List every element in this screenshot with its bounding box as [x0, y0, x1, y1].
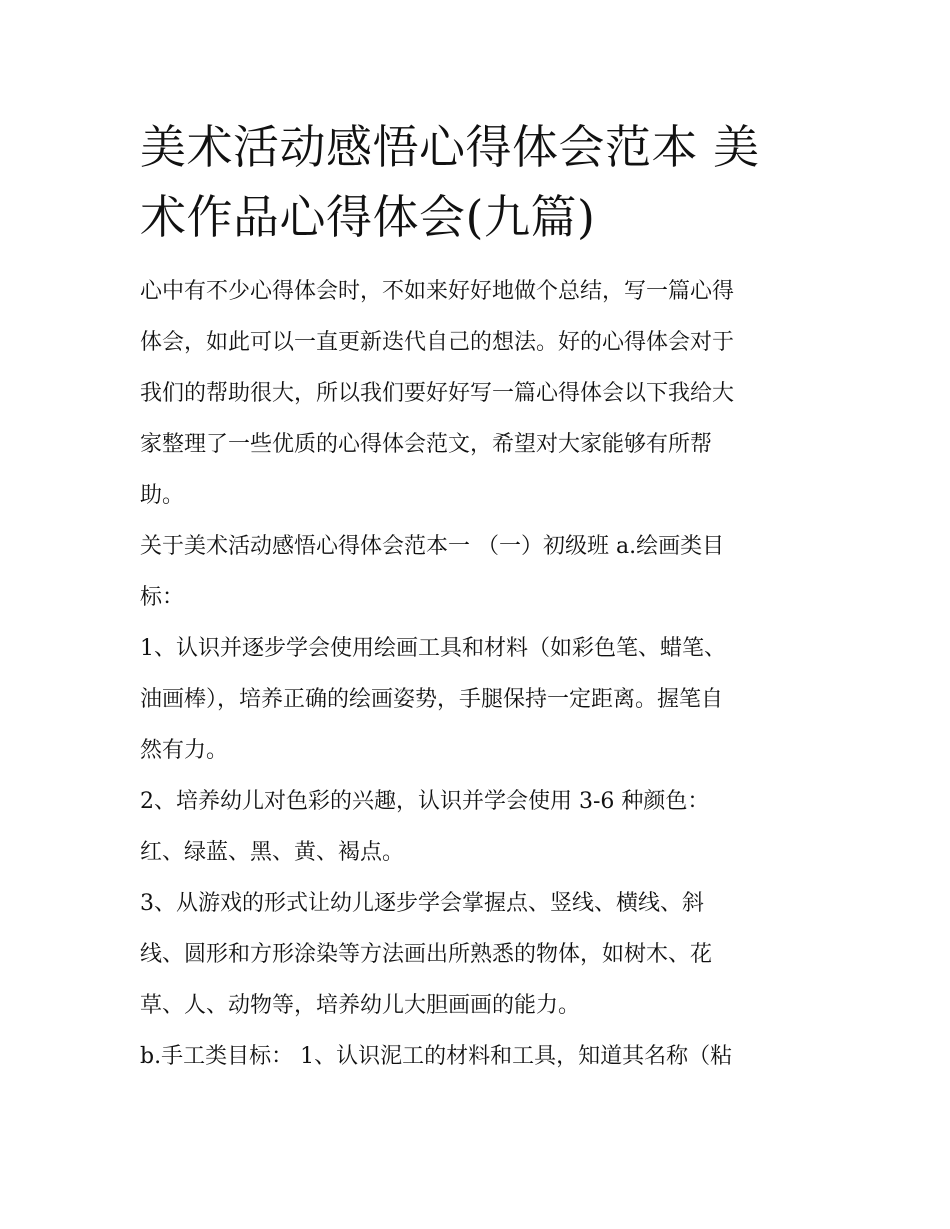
text-line: 2、培养幼儿对色彩的兴趣，认识并学会使用 3-6 种颜色：: [140, 789, 710, 814]
document-title: [140, 112, 820, 252]
goal-item-3: [140, 878, 820, 1031]
text-line: 体会，如此可以一直更新迭代自己的想法。好的心得体会对于: [140, 330, 735, 355]
text-line: 红、绿蓝、黑、黄、褐点。: [140, 840, 405, 865]
handcraft-goals-paragraph: [140, 1031, 820, 1082]
text-line: 线、圆形和方形涂染等方法画出所熟悉的物体，如树木、花: [140, 942, 713, 967]
text-line: 关于美术活动感悟心得体会范本一 （一）初级班 a.绘画类目: [140, 534, 725, 559]
section-heading-paragraph: [140, 521, 820, 623]
text-line: 助。: [140, 483, 185, 508]
text-line: 草、人、动物等，培养幼儿大胆画画的能力。: [140, 993, 581, 1018]
title-line: 美术活动感悟心得体会范本 美: [140, 120, 760, 174]
goal-item-1: [140, 623, 820, 776]
goal-item-2: [140, 776, 820, 878]
title-line: 术作品心得体会(九篇): [140, 190, 596, 244]
text-line: 标：: [140, 585, 185, 610]
text-line: 家整理了一些优质的心得体会范文，希望对大家能够有所帮: [140, 432, 713, 457]
document-body: [140, 112, 820, 1082]
text-line: 心中有不少心得体会时，不如来好好地做个总结，写一篇心得: [140, 279, 735, 304]
intro-paragraph: [140, 266, 820, 521]
text-line: 3、从游戏的形式让幼儿逐步学会掌握点、竖线、横线、斜: [140, 891, 704, 916]
text-line: 然有力。: [140, 738, 229, 763]
text-line: 我们的帮助很大，所以我们要好好写一篇心得体会以下我给大: [140, 381, 735, 406]
text-line: 1、认识并逐步学会使用绘画工具和材料（如彩色笔、蜡笔、: [140, 636, 726, 661]
text-line: b.手工类目标： 1、认识泥工的材料和工具，知道其名称（粘: [140, 1044, 733, 1069]
text-line: 油画棒），培养正确的绘画姿势，手腿保持一定距离。握笔自: [140, 687, 724, 712]
